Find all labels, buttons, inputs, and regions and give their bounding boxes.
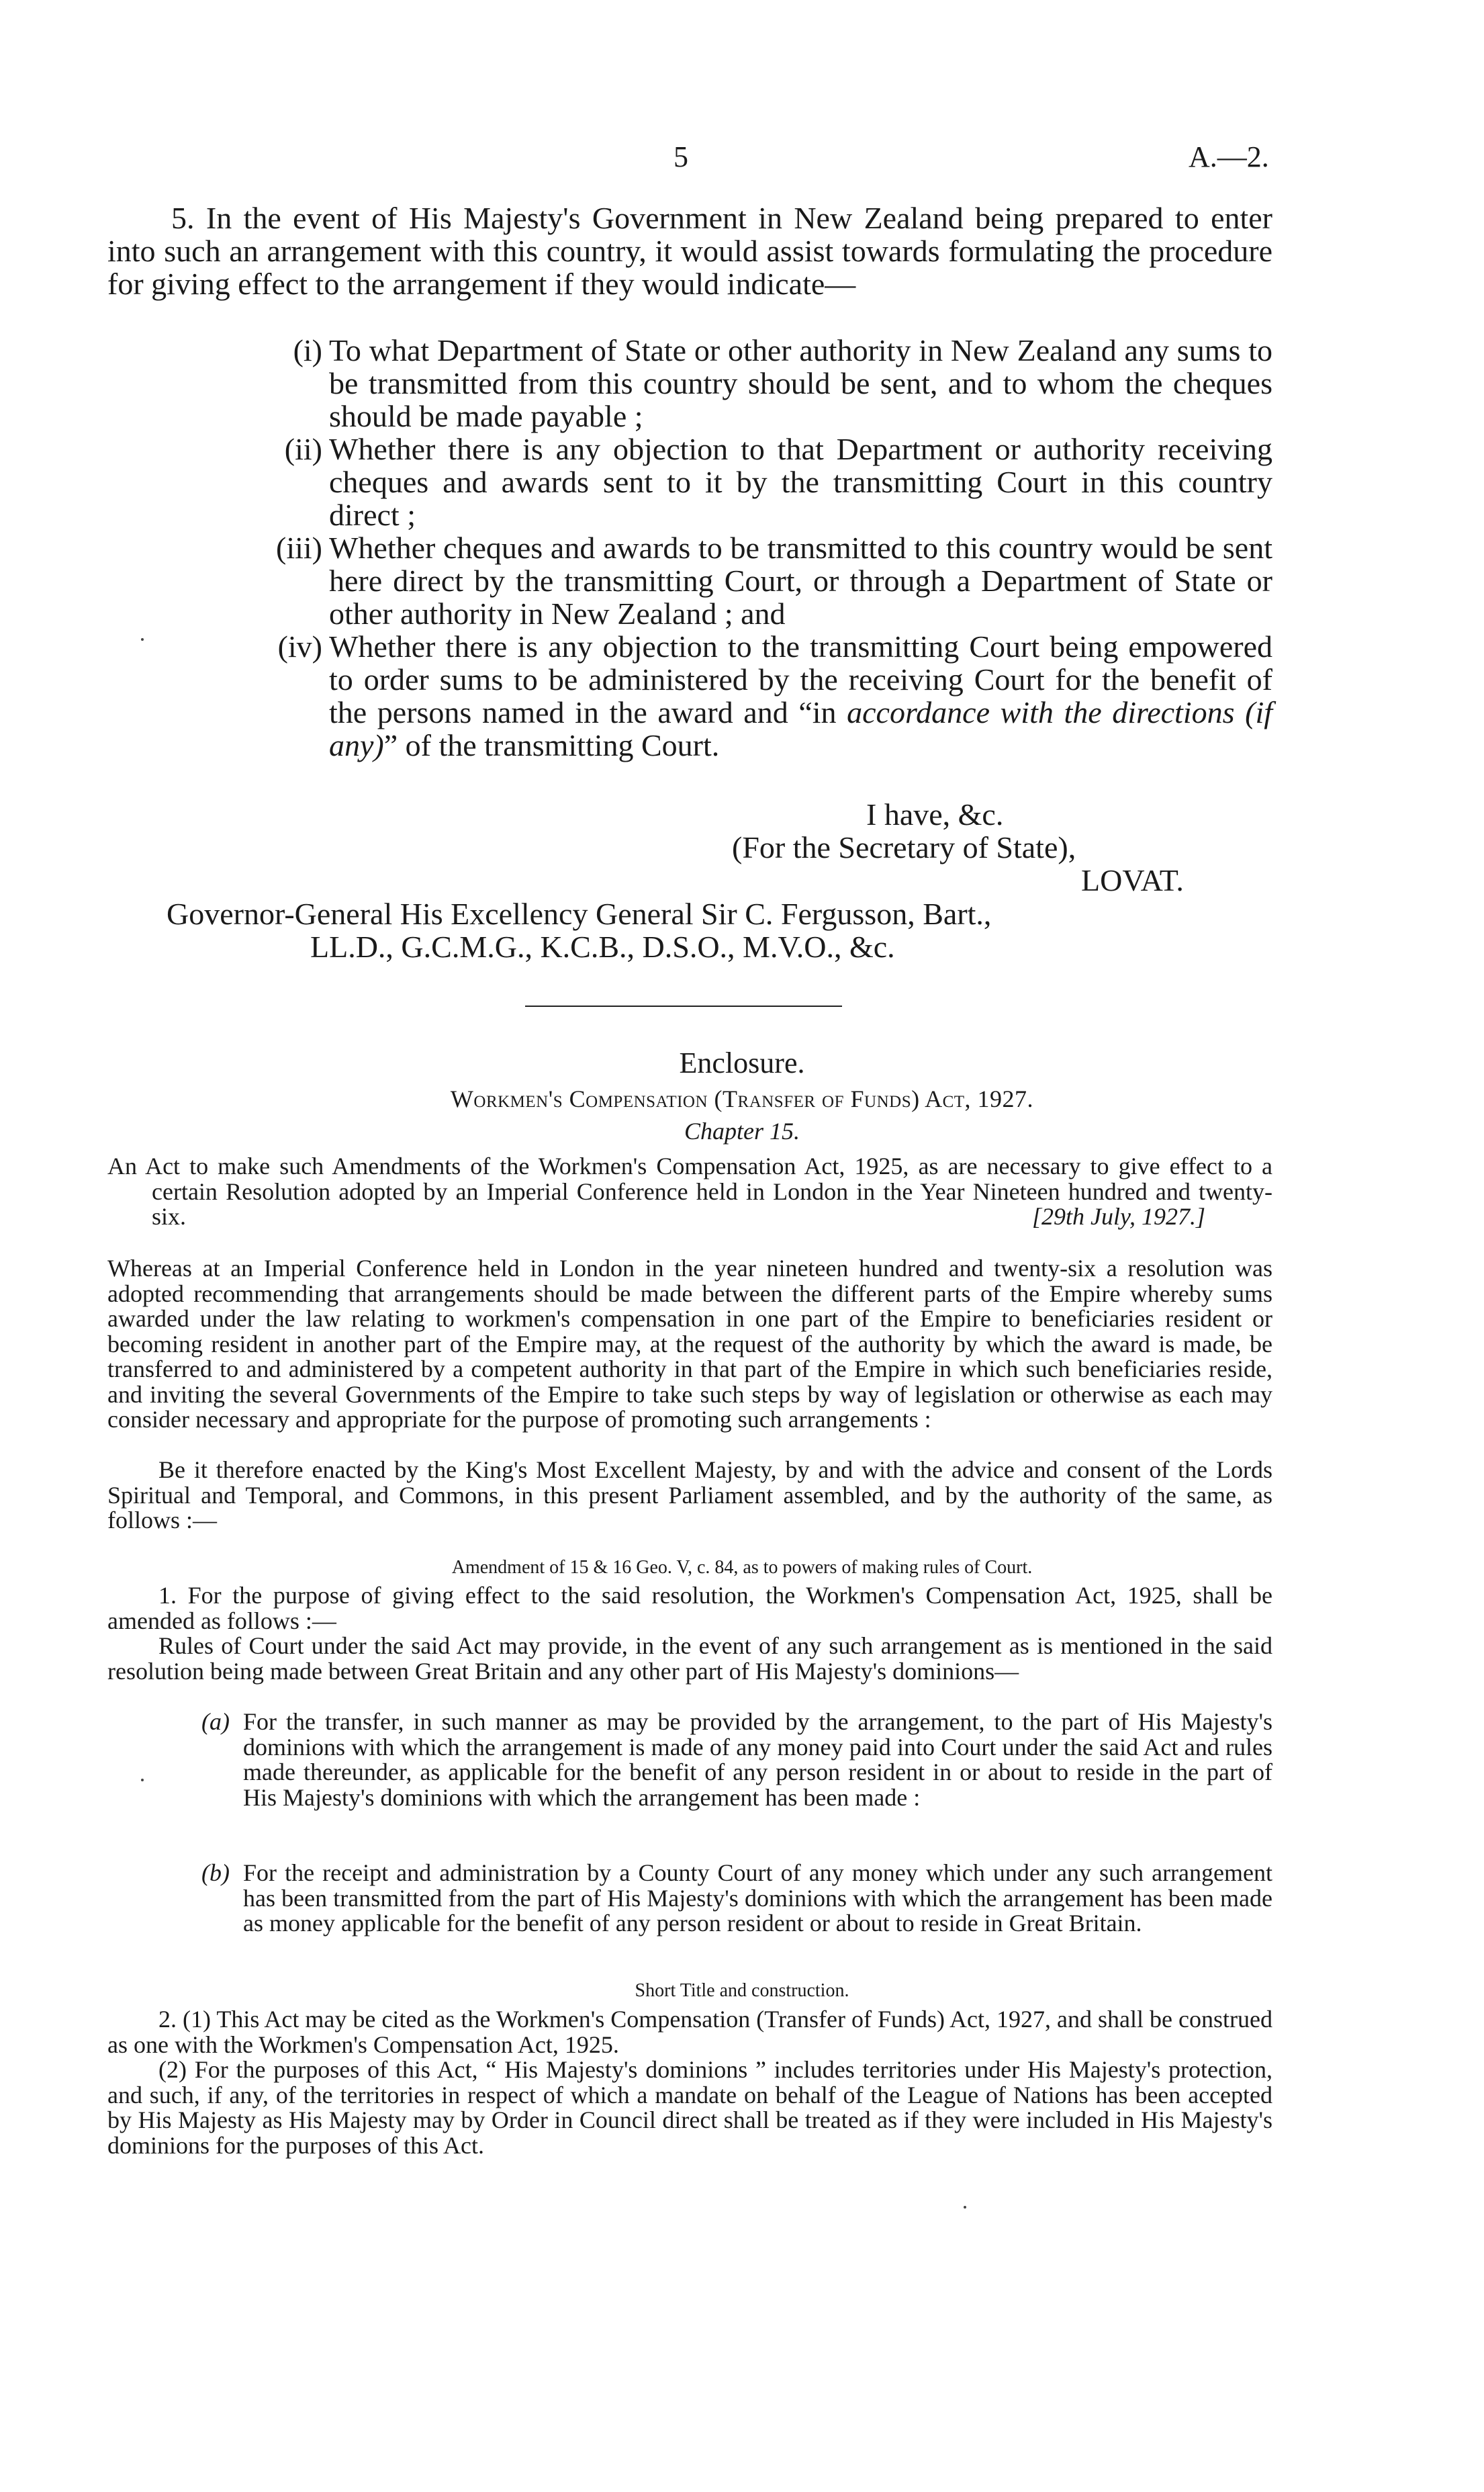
para5-item-i [228,334,1272,433]
item-text: For the transfer, in such manner as may be provided by the arrangement, to the part of His Majesty's dominions with which the arrangement is made of any money paid into Court under the said Act and rules made thereunder, as applicable for the benefit of any person resident in or about to reside in the part of His Majesty's dominions with which the arrangement has been made : [243,1708,1272,1811]
item-label: (i) [293,333,322,367]
section-divider [525,1006,842,1007]
paragraph-5-text: 5. In the event of His Majesty's Government in New Zealand being prepared to enter into such an arrangement with this country, it would assist towards formulating the procedure for giving effect to the arrangement if they would indicate— [107,201,1272,301]
item-text-italic: accordance with the directions (if any) [329,695,1272,762]
section-2-heading: Short Title and construction. [635,1980,849,2001]
signatory-name: LOVAT. [1081,863,1184,897]
long-title-text [107,1154,1272,1230]
page-number: 5 [674,140,688,173]
addressee-line-1: Governor-General His Excellency General Sir C. Fergusson, Bart., [167,897,992,931]
para5-item-iv [228,630,1272,762]
para5-item-iii [228,531,1272,630]
item-label: (b) [201,1859,230,1886]
item-label: (ii) [284,432,322,466]
enacting-formula: Be it therefore enacted by the King's Most Excellent Majesty, by and with the advice and consent of the Lords Spiritual and Temporal, and Commons, in this present Parliament assembled, and by the authority of the same, as follows :— [107,1456,1272,1533]
print-speck [141,638,144,641]
item-text-a: Whether there is any objection to the transmitting Court being empowered to order sums to be administered by the receiving Court for the benefit of the persons named in the award and “in [329,629,1272,729]
document-reference: A.—2. [1189,140,1269,173]
section-2-2: (2) For the purposes of this Act, “ His Majesty's dominions ” includes territories under His Majesty's protection, and such, if any, of the territories in respect of which a mandate on behalf of the League of Nations has been accepted by His Majesty as His Majesty may by Order in Council direct shall be treated as if they were included in His Majesty's dominions for the purposes of this Act. [107,2056,1272,2159]
item-text: For the receipt and administration by a County Court of any money which under any such arrangement has been transmitted from the part of His Majesty's dominions with which the arrangement has been made as money applicable for the benefit of any person resident or about to reside in Great Britain. [243,1859,1272,1937]
item-text: Whether cheques and awards to be transmitted to this country would be sent here direct by the transmitting Court, or through a Department of State or other authority in New Zealand ; and [329,531,1272,631]
paragraph-5-intro [107,202,1272,300]
section-2-1: 2. (1) This Act may be cited as the Workmen's Compensation (Transfer of Funds) Act, 1927, and shall be construed as one with the Workmen's Compensation Act, 1925. [107,2006,1272,2058]
preamble: Whereas at an Imperial Conference held in London in the year nineteen hundred and twenty-six a resolution was adopted recommending that arrangements should be made between the different parts of the Empire whereby sums awarded under the law relating to workmen's compensation in one part of the Empire to beneficiaries resident or becoming resident in another part of the Empire may, at the request of the authority by which the award is made, be transferred to and administered by a competent authority in that part of the Empire in which such beneficiaries reside, and inviting the several Governments of the Empire to take such steps by way of legislation or otherwise as each may consider necessary and appropriate for the purpose of promoting such arrangements : [107,1255,1272,1433]
item-text-b: ” of the transmitting Court. [383,728,720,762]
item-text: To what Department of State or other authority in New Zealand any sums to be transmitted from this country should be sent, and to whom the cheques should be made payable ; [329,333,1272,433]
enclosure-title: Enclosure. [679,1047,805,1079]
chapter-label: Chapter 15. [684,1118,800,1145]
item-label: (iii) [276,531,322,565]
item-text [329,630,1272,762]
long-title-body: An Act to make such Amendments of the Workmen's Compensation Act, 1925, as are necessary to give effect to a certain Resolution adopted by an Imperial Conference held in London in the Year Nineteen hundred and twenty-six. [107,1153,1272,1230]
print-speck [964,2206,966,2209]
section-1-item-b [201,1861,1272,1937]
para5-item-ii [228,433,1272,531]
section-1-item-a [201,1709,1272,1810]
addressee-line-2: LL.D., G.C.M.G., K.C.B., D.S.O., M.V.O., &c. [310,930,895,964]
act-title: Workmen's Compensation (Transfer of Funds) Act, 1927. [450,1085,1034,1112]
print-speck [141,1779,144,1781]
act-long-title [107,1154,1272,1230]
signatory-for: (For the Secretary of State), [732,830,1076,864]
section-1-rules: Rules of Court under the said Act may provide, in the event of any such arrangement as is mentioned in the said resolution being made between Great Britain and any other part of His Majesty's dominions— [107,1632,1272,1685]
closing-line: I have, &c. [866,797,1004,832]
item-label: (iv) [277,629,322,664]
item-label: (a) [201,1708,230,1735]
section-1: 1. For the purpose of giving effect to the said resolution, the Workmen's Compensation Act, 1925, shall be amended as follows :— [107,1582,1272,1634]
section-1-heading: Amendment of 15 & 16 Geo. V, c. 84, as to powers of making rules of Court. [451,1557,1033,1578]
item-text: Whether there is any objection to that Department or authority receiving cheques and awards sent to it by the transmitting Court in this country direct ; [329,432,1272,532]
act-date: [29th July, 1927.] [1032,1203,1205,1230]
